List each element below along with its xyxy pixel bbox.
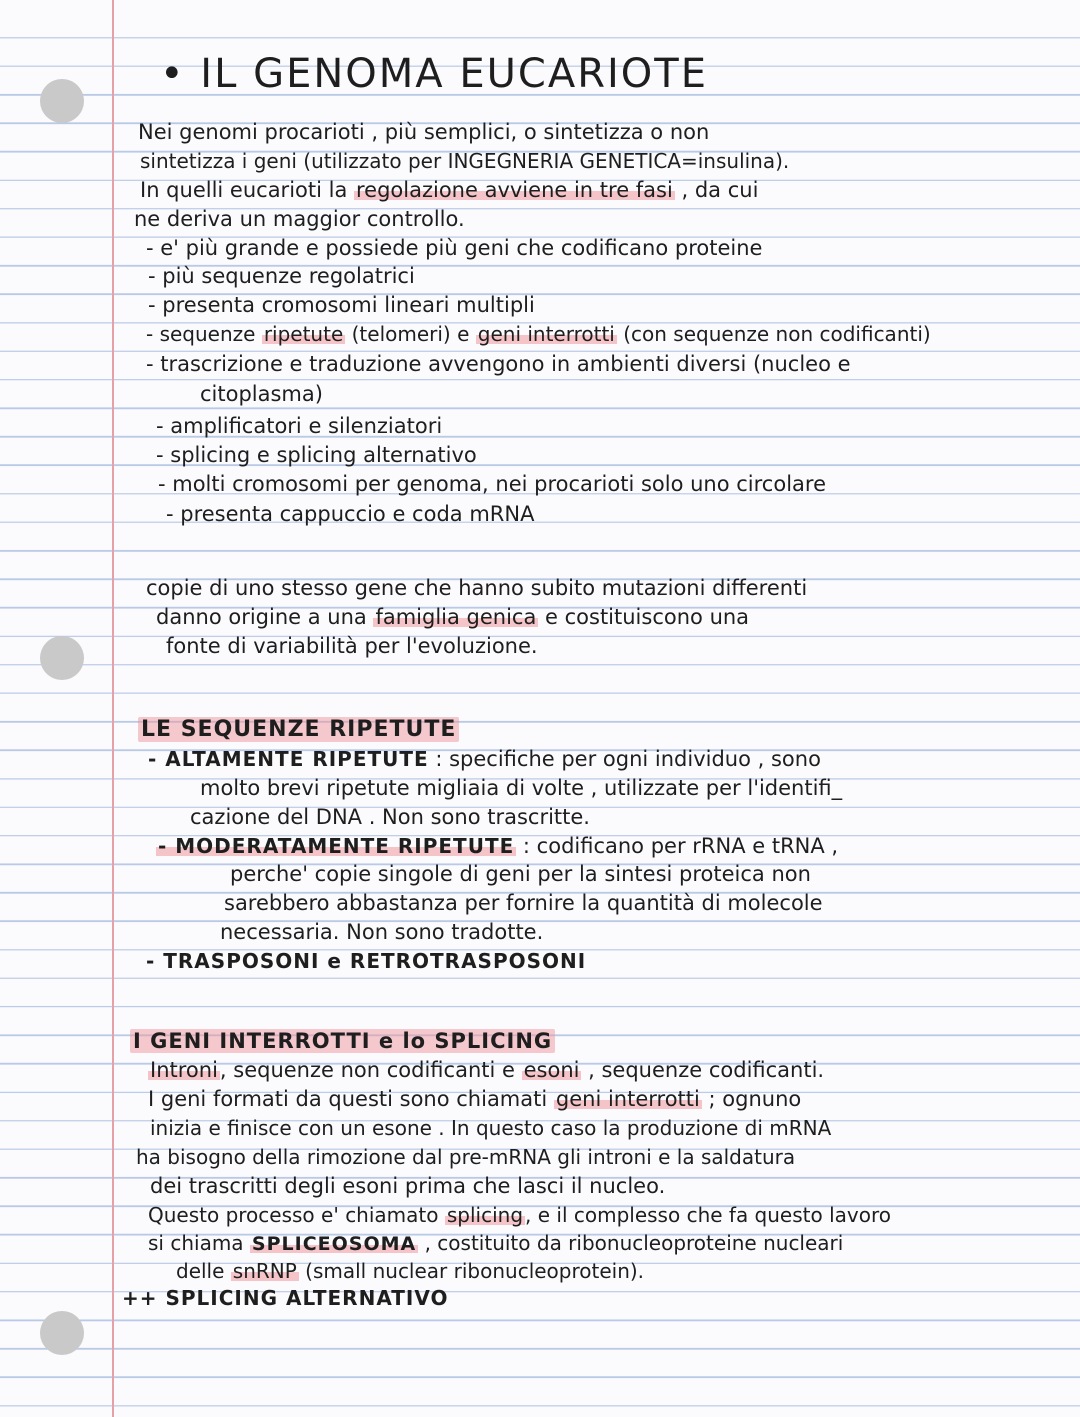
intro-line: Nei genomi procarioti , più semplici, o sintetizza o non [138,120,710,144]
list-item-continuation: citoplasma) [200,382,323,406]
text: In quelli eucarioti la [140,178,354,202]
paragraph-line [148,1201,891,1229]
text: , da cui [674,178,759,202]
page-title: • IL GENOMA EUCARIOTE [160,51,708,97]
list-item: - e' più grande e possiede più geni che codificano proteine [146,236,763,260]
list-item: - presenta cromosomi lineari multipli [148,293,535,317]
highlight: splicing [446,1203,524,1227]
text: Questo processo e' chiamato [148,1203,445,1227]
intro-line: ne deriva un maggior controllo. [134,207,465,231]
text: (small nuclear ribonucleoprotein). [298,1259,645,1283]
text: si chiama [148,1231,250,1255]
text: , sequenze non codificanti e [219,1058,522,1082]
binder-hole [40,1311,84,1355]
list-item-continuation: perche' copie singole di geni per la sintesi proteica non [230,862,811,886]
text: e costituiscono una [538,605,750,629]
highlight: Introni [150,1058,218,1082]
list-item: - presenta cappuccio e coda mRNA [166,502,535,526]
list-item: - splicing e splicing alternativo [156,443,477,467]
list-item [146,320,931,348]
paragraph-line [148,1056,824,1084]
text: , costituito da ribonucleoproteine nucleari [418,1231,844,1255]
binder-hole [40,636,84,680]
binder-hole [40,79,84,123]
highlight: esoni [523,1058,580,1082]
text: I geni formati da questi sono chiamati [148,1087,554,1111]
term: - MODERATAMENTE RIPETUTE [158,834,515,858]
highlight: geni interrotti [477,322,615,346]
section-heading [130,1027,555,1055]
highlight: ripetute [263,322,344,346]
text: ; ognuno [701,1087,802,1111]
list-item: - trascrizione e traduzione avvengono in ambienti diversi (nucleo e [146,352,851,376]
highlight: SPLICEOSOMA [251,1233,417,1255]
text: : codificano per rRNA e tRNA , [516,834,839,858]
list-item: - molti cromosomi per genoma, nei procarioti solo uno circolare [158,472,827,496]
list-item-continuation: necessaria. Non sono tradotte. [220,920,544,944]
text: danno origine a una [156,605,374,629]
text: , e il complesso che fa questo lavoro [525,1203,891,1227]
paragraph-line: dei trascritti degli esoni prima che lasci il nucleo. [150,1174,666,1198]
paragraph-line: ++ SPLICING ALTERNATIVO [122,1286,449,1310]
paragraph-line: inizia e finisce con un esone . In questo caso la produzione di mRNA [150,1116,832,1140]
text: (con sequenze non codificanti) [616,322,931,346]
margin-line [112,0,114,1417]
list-item: - più sequenze regolatrici [148,264,415,288]
section-heading [138,716,459,744]
paragraph-line [176,1257,644,1285]
intro-line: sintetizza i geni (utilizzato per INGEGNERIA GENETICA=insulina). [140,149,790,173]
list-item [148,745,821,773]
list-item-continuation: sarebbero abbastanza per fornire la quantità di molecole [224,891,823,915]
highlight: regolazione avviene in tre fasi [356,178,673,202]
text: delle [176,1259,231,1283]
text: : specifiche per ogni individuo , sono [428,747,821,771]
paragraph-line: fonte di variabilità per l'evoluzione. [166,634,538,658]
list-item-continuation: cazione del DNA . Non sono trascritte. [190,805,590,829]
text: - sequenze [146,322,262,346]
highlight: I GENI INTERROTTI e lo SPLICING [130,1029,555,1053]
highlight: famiglia genica [375,605,537,629]
highlight: LE SEQUENZE RIPETUTE [138,717,459,742]
paragraph-line [148,1085,801,1113]
text: , sequenze codificanti. [581,1058,825,1082]
paragraph-line [148,1229,843,1258]
list-item: - amplificatori e silenziatori [156,414,443,438]
intro-line [140,176,758,204]
list-item-continuation: molto brevi ripetute migliaia di volte , utilizzate per l'identifi_ [200,776,843,800]
term: - ALTAMENTE RIPETUTE [148,747,429,771]
paragraph-line: copie di uno stesso gene che hanno subito mutazioni differenti [146,576,808,600]
highlight: geni interrotti [555,1087,700,1111]
list-item [156,832,838,860]
list-item: - TRASPOSONI e RETROTRASPOSONI [146,949,587,973]
highlight: snRNP [232,1259,297,1283]
paragraph-line: ha bisogno della rimozione dal pre-mRNA gli introni e la saldatura [136,1145,796,1169]
text: (telomeri) e [345,322,476,346]
paragraph-line [156,603,749,631]
